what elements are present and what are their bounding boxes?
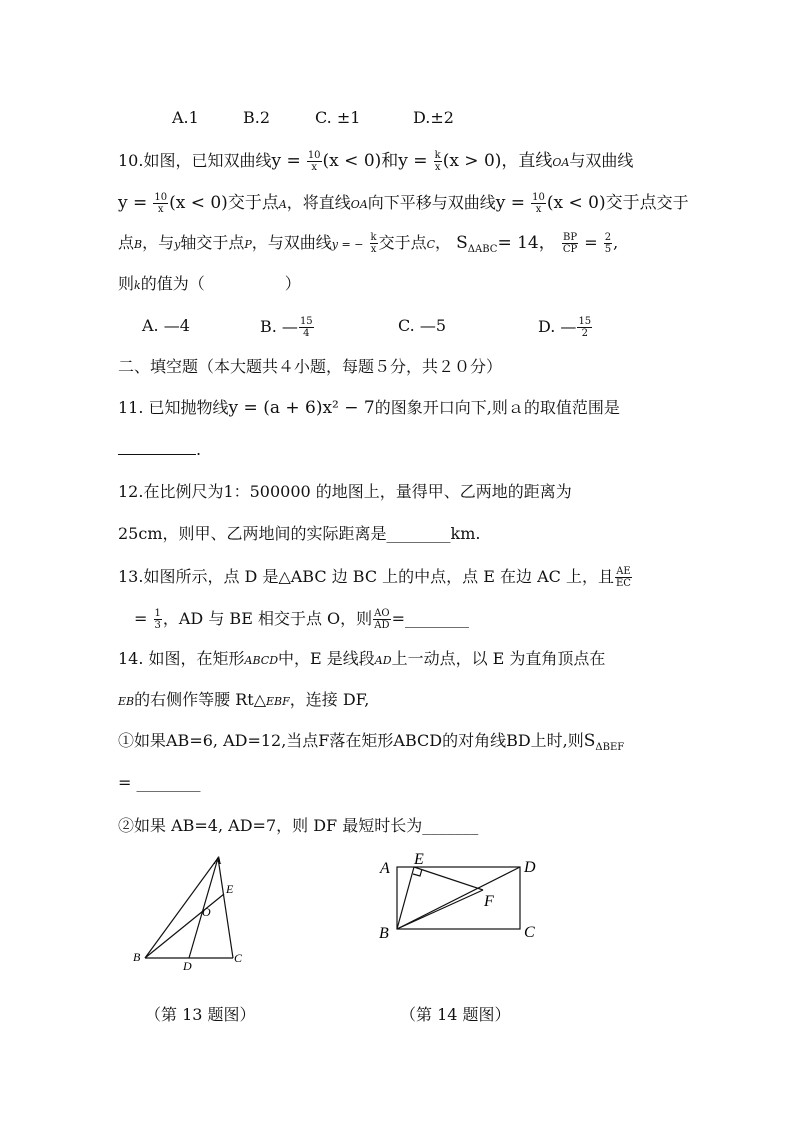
q10-option-c: C. —5 — [398, 316, 447, 335]
q10-option-a: A. —4 — [142, 316, 190, 335]
q14-line-1: 14. 如图，在矩形ABCD中，E 是线段AD上一动点，以 E 为直角顶点在 — [118, 649, 606, 668]
fig14-label-a: A — [380, 860, 390, 877]
q14-line-3: ①如果AB=6, AD=12,当点F落在矩形ABCD的对角线BD上时,则$S_{\Delta BEF}$ — [118, 731, 625, 754]
q9-option-d: D.±2 — [413, 108, 454, 127]
q10-fraction: $\frac{10}{x}$ — [307, 150, 321, 173]
figure-14 — [372, 848, 552, 948]
section-title: 二、填空题（本大题共４小题，每题５分，共２０分） — [118, 357, 503, 376]
q14-line-5: ②如果 AB=4, AD=7，则 DF 最短时长为_______ — [118, 816, 479, 835]
q10-line-1: 10.如图，已知双曲线y = $\frac{10}{x}$ (x < 0)和y = $\frac{k}{x}$ (x > 0)，直线OA与双曲线 — [118, 150, 634, 173]
q11-line-1: 11. 已知抛物线y = (a + 6)x² − 7的图象开口向下,则ａ的取值范围是 — [118, 398, 620, 418]
fig13-label-c: C — [234, 951, 243, 965]
fig13-label-d: D — [183, 959, 192, 973]
q14-line-4: = ________ — [118, 773, 201, 792]
q9-option-b: B.2 — [243, 108, 271, 127]
q9-option-a: A.1 — [172, 108, 199, 127]
fig13-label-b: B — [133, 950, 141, 964]
fig14-label-b: B — [379, 925, 389, 942]
figure-13 — [120, 848, 270, 973]
q10-line-2: y = $\frac{10}{x}$ (x < 0)交于点A，将直线OA向下平移与双曲线y = $\frac{10}{x}$ (x < 0)交于点交于 — [118, 192, 689, 215]
q13-line-1: 13.如图所示，点 D 是△ABC 边 BC 上的中点，点 E 在边 AC 上，且 $\frac{AE}{EC}$ — [118, 566, 631, 589]
q13-line-2: = $\frac{1}{3}$ ，AD 与 BE 相交于点 O，则 $\frac{AO}{AD}$ =________ — [134, 608, 469, 631]
q10-line-4: 则k的值为（ ） — [118, 274, 301, 293]
q12-line-1: 12.在比例尺为1：500000 的地图上，量得甲、乙两地的距离为 — [118, 482, 572, 501]
figure-14-caption: （第 14 题图） — [400, 1005, 511, 1024]
q10-option-d: D. — $\frac{15}{2}$ — [538, 316, 592, 339]
q14-line-2: EB的右侧作等腰 Rt△EBF，连接 DF, — [118, 690, 370, 709]
q9-option-c: C. ±1 — [315, 108, 361, 127]
fig13-label-o: O — [202, 905, 211, 919]
fig13-label-a: A — [214, 853, 222, 867]
q10-line-3: 点B，与y轴交于点P，与双曲线y = − $\frac{k}{x}$ 交于点C， $S_{\Delta ABC}= 14$， $\frac{BP}{CP}$ = $\frac{2}{5}$ , — [118, 232, 619, 256]
fig14-label-f: F — [484, 893, 494, 910]
fig14-label-c: C — [524, 924, 535, 941]
q10-fraction: $\frac{k}{x}$ — [434, 150, 441, 173]
q10-option-b: B. — $\frac{15}{4}$ — [260, 316, 313, 339]
q11-line-2: . — [118, 440, 201, 460]
figure-13-caption: （第 13 题图） — [145, 1005, 256, 1024]
q12-line-2: 25cm，则甲、乙两地间的实际距离是________km. — [118, 524, 481, 543]
fig13-label-e: E — [226, 882, 234, 896]
fig14-label-d: D — [524, 859, 536, 876]
fig14-label-e: E — [414, 851, 424, 868]
